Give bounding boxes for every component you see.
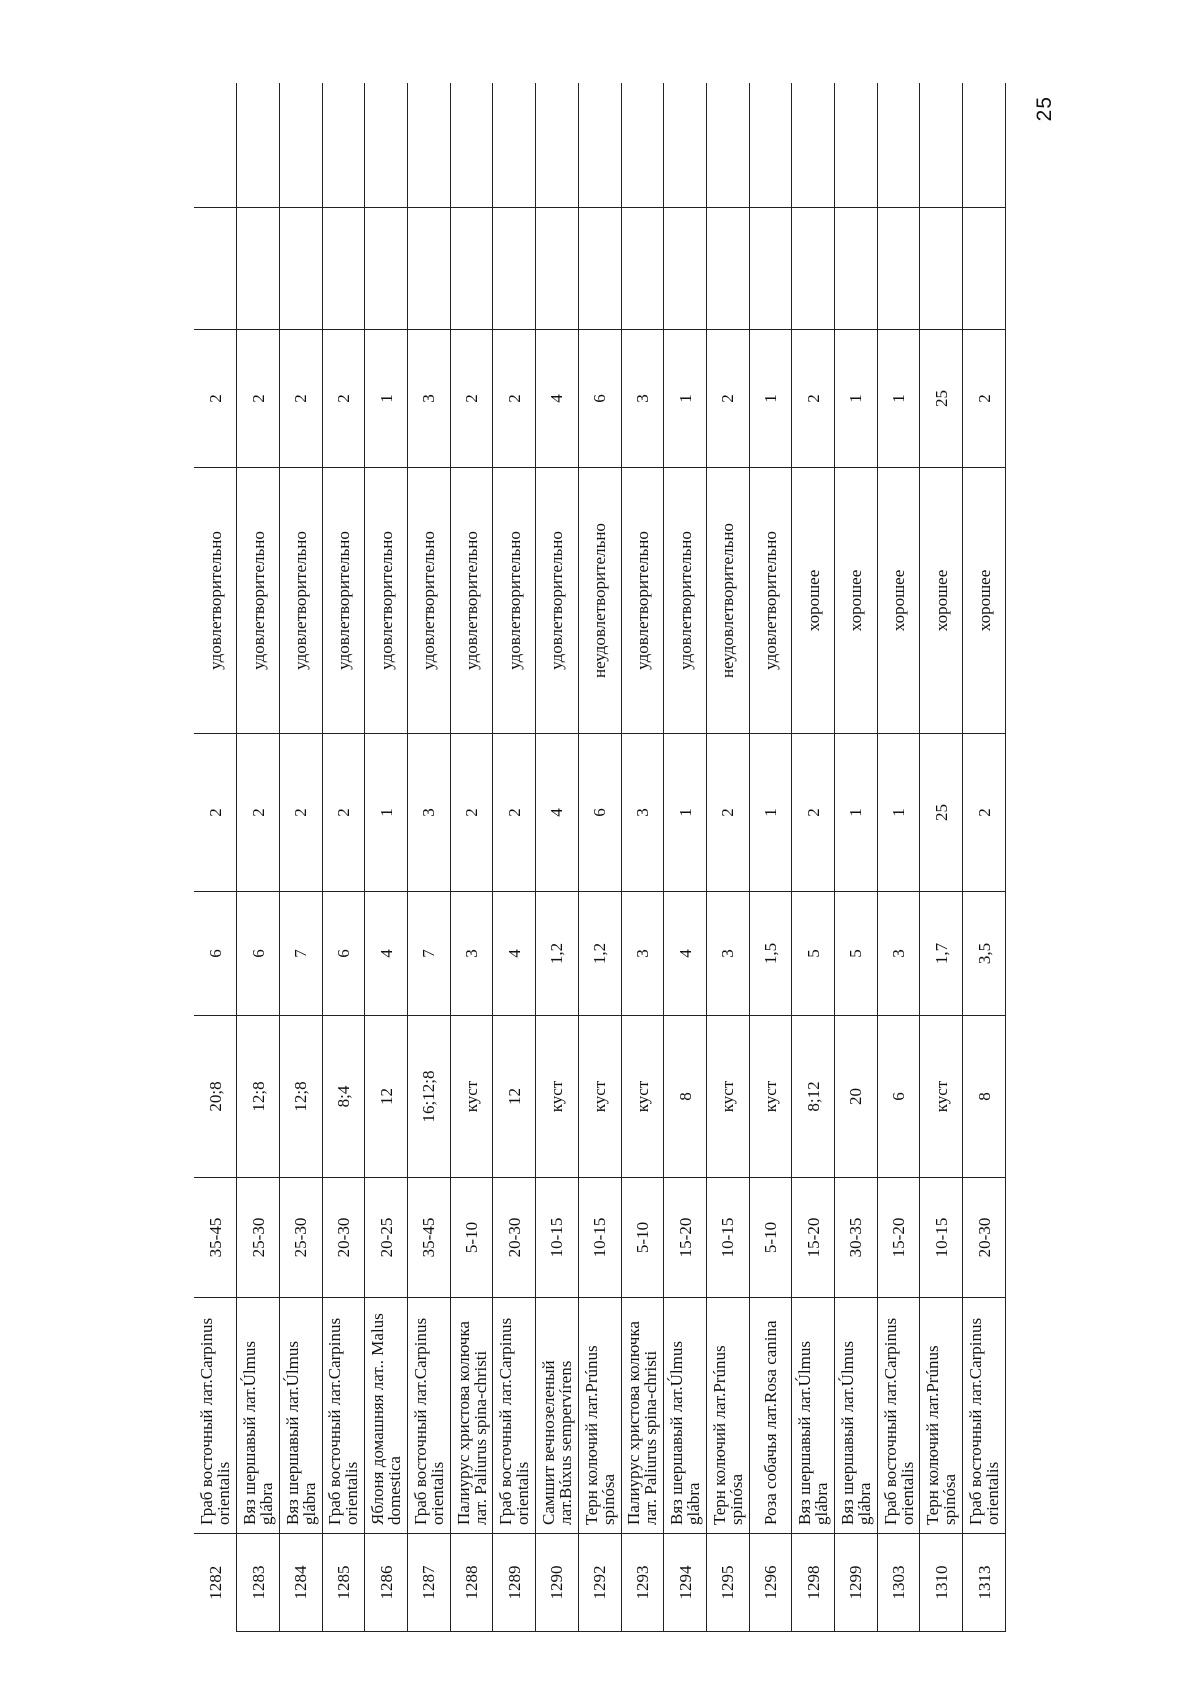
height-cell: 4 xyxy=(664,892,707,1016)
quantity-cell: 2 xyxy=(237,734,280,892)
table-row xyxy=(408,84,451,1632)
age-cell: 30-35 xyxy=(835,1178,878,1298)
count-cell: 2 xyxy=(237,330,280,468)
row-number-cell: 1288 xyxy=(450,1534,493,1632)
species-name-cell: Роза собачья лат.Rosa canina xyxy=(749,1298,792,1534)
row-number-cell: 1286 xyxy=(365,1534,408,1632)
species-name-cell: Яблоня домашняя лат.. Malus domestica xyxy=(365,1298,408,1534)
species-name-cell: Терн колючий лат.Prúnus spinósa xyxy=(706,1298,749,1534)
quantity-cell: 1 xyxy=(365,734,408,892)
empty-cell xyxy=(920,84,963,208)
count-cell: 2 xyxy=(493,330,536,468)
trunk-diameter-cell: куст xyxy=(621,1016,664,1178)
age-cell: 25-30 xyxy=(237,1178,280,1298)
table-row xyxy=(963,84,1006,1632)
empty-cell xyxy=(835,208,878,330)
row-number-cell: 1294 xyxy=(664,1534,707,1632)
empty-cell xyxy=(877,208,920,330)
row-number-cell: 1285 xyxy=(322,1534,365,1632)
row-number-cell: 1296 xyxy=(749,1534,792,1632)
quantity-cell: 4 xyxy=(536,734,579,892)
height-cell: 1,5 xyxy=(749,892,792,1016)
table-body xyxy=(194,84,1006,1632)
row-number-cell: 1295 xyxy=(706,1534,749,1632)
count-cell: 2 xyxy=(706,330,749,468)
height-cell: 6 xyxy=(194,892,237,1016)
empty-cell xyxy=(706,84,749,208)
quantity-cell: 2 xyxy=(792,734,835,892)
table-row xyxy=(706,84,749,1632)
row-number-cell: 1310 xyxy=(920,1534,963,1632)
empty-cell xyxy=(322,208,365,330)
species-name-cell: Граб восточный лат.Carpinus orientalis xyxy=(963,1298,1006,1534)
species-name-cell: Самшит вечнозеленый лат.Búxus sempervírens xyxy=(536,1298,579,1534)
trunk-diameter-cell: 20;8 xyxy=(194,1016,237,1178)
count-cell: 3 xyxy=(621,330,664,468)
empty-cell xyxy=(194,84,237,208)
count-cell: 3 xyxy=(408,330,451,468)
height-cell: 1,7 xyxy=(920,892,963,1016)
height-cell: 3 xyxy=(621,892,664,1016)
empty-cell xyxy=(749,208,792,330)
species-name-cell: Палиурус христова колючка лат. Paliurus spina-christi xyxy=(450,1298,493,1534)
age-cell: 10-15 xyxy=(706,1178,749,1298)
trunk-diameter-cell: 8;4 xyxy=(322,1016,365,1178)
height-cell: 7 xyxy=(279,892,322,1016)
table-row xyxy=(920,84,963,1632)
empty-cell xyxy=(450,84,493,208)
empty-cell xyxy=(877,84,920,208)
quantity-cell: 1 xyxy=(877,734,920,892)
empty-cell xyxy=(963,208,1006,330)
height-cell: 3,5 xyxy=(963,892,1006,1016)
age-cell: 10-15 xyxy=(536,1178,579,1298)
species-name-cell: Граб восточный лат.Carpinus orientalis xyxy=(877,1298,920,1534)
trunk-diameter-cell: куст xyxy=(578,1016,621,1178)
trunk-diameter-cell: 12 xyxy=(493,1016,536,1178)
empty-cell xyxy=(835,84,878,208)
table-row xyxy=(450,84,493,1632)
condition-cell: удовлетворительно xyxy=(365,468,408,734)
empty-cell xyxy=(493,84,536,208)
age-cell: 5-10 xyxy=(749,1178,792,1298)
height-cell: 1,2 xyxy=(536,892,579,1016)
species-name-cell: Вяз шершавый лат.Úlmus glábra xyxy=(279,1298,322,1534)
height-cell: 6 xyxy=(322,892,365,1016)
count-cell: 1 xyxy=(877,330,920,468)
table-row xyxy=(835,84,878,1632)
count-cell: 2 xyxy=(450,330,493,468)
condition-cell: хорошее xyxy=(792,468,835,734)
age-cell: 15-20 xyxy=(792,1178,835,1298)
table-row xyxy=(664,84,707,1632)
empty-cell xyxy=(279,208,322,330)
age-cell: 35-45 xyxy=(408,1178,451,1298)
quantity-cell: 1 xyxy=(664,734,707,892)
age-cell: 10-15 xyxy=(920,1178,963,1298)
count-cell: 2 xyxy=(322,330,365,468)
age-cell: 5-10 xyxy=(450,1178,493,1298)
trunk-diameter-cell: куст xyxy=(706,1016,749,1178)
age-cell: 20-30 xyxy=(963,1178,1006,1298)
condition-cell: удовлетворительно xyxy=(493,468,536,734)
empty-cell xyxy=(706,208,749,330)
trunk-diameter-cell: 8;12 xyxy=(792,1016,835,1178)
height-cell: 1,2 xyxy=(578,892,621,1016)
row-number-cell: 1289 xyxy=(493,1534,536,1632)
table-row xyxy=(194,84,237,1632)
table-row xyxy=(621,84,664,1632)
condition-cell: удовлетворительно xyxy=(322,468,365,734)
species-name-cell: Вяз шершавый лат.Úlmus glábra xyxy=(237,1298,280,1534)
count-cell: 2 xyxy=(279,330,322,468)
table-row xyxy=(792,84,835,1632)
species-name-cell: Вяз шершавый лат.Úlmus glábra xyxy=(664,1298,707,1534)
empty-cell xyxy=(536,208,579,330)
row-number-cell: 1298 xyxy=(792,1534,835,1632)
row-number-cell: 1313 xyxy=(963,1534,1006,1632)
quantity-cell: 1 xyxy=(835,734,878,892)
empty-cell xyxy=(536,84,579,208)
row-number-cell: 1282 xyxy=(194,1534,237,1632)
empty-cell xyxy=(963,84,1006,208)
quantity-cell: 3 xyxy=(408,734,451,892)
quantity-cell: 25 xyxy=(920,734,963,892)
species-name-cell: Вяз шершавый лат.Úlmus glábra xyxy=(835,1298,878,1534)
species-name-cell: Терн колючий лат.Prúnus spinósa xyxy=(578,1298,621,1534)
height-cell: 7 xyxy=(408,892,451,1016)
table-row xyxy=(493,84,536,1632)
species-name-cell: Граб восточный лат.Carpinus orientalis xyxy=(408,1298,451,1534)
empty-cell xyxy=(621,84,664,208)
trunk-diameter-cell: 12;8 xyxy=(279,1016,322,1178)
empty-cell xyxy=(408,84,451,208)
table-row xyxy=(322,84,365,1632)
trunk-diameter-cell: 16;12;8 xyxy=(408,1016,451,1178)
count-cell: 1 xyxy=(835,330,878,468)
condition-cell: хорошее xyxy=(835,468,878,734)
count-cell: 25 xyxy=(920,330,963,468)
row-number-cell: 1293 xyxy=(621,1534,664,1632)
table-row xyxy=(536,84,579,1632)
table-row xyxy=(578,84,621,1632)
age-cell: 25-30 xyxy=(279,1178,322,1298)
trunk-diameter-cell: 20 xyxy=(835,1016,878,1178)
empty-cell xyxy=(237,84,280,208)
empty-cell xyxy=(365,84,408,208)
condition-cell: хорошее xyxy=(920,468,963,734)
empty-cell xyxy=(408,208,451,330)
height-cell: 6 xyxy=(237,892,280,1016)
species-name-cell: Граб восточный лат.Carpinus orientalis xyxy=(322,1298,365,1534)
row-number-cell: 1284 xyxy=(279,1534,322,1632)
empty-cell xyxy=(920,208,963,330)
count-cell: 4 xyxy=(536,330,579,468)
row-number-cell: 1290 xyxy=(536,1534,579,1632)
height-cell: 3 xyxy=(450,892,493,1016)
count-cell: 2 xyxy=(194,330,237,468)
condition-cell: удовлетворительно xyxy=(749,468,792,734)
height-cell: 5 xyxy=(835,892,878,1016)
quantity-cell: 1 xyxy=(749,734,792,892)
quantity-cell: 2 xyxy=(279,734,322,892)
age-cell: 10-15 xyxy=(578,1178,621,1298)
table-row xyxy=(877,84,920,1632)
condition-cell: удовлетворительно xyxy=(237,468,280,734)
trunk-diameter-cell: 6 xyxy=(877,1016,920,1178)
condition-cell: неудовлетворительно xyxy=(578,468,621,734)
trunk-diameter-cell: 12;8 xyxy=(237,1016,280,1178)
empty-cell xyxy=(664,208,707,330)
trunk-diameter-cell: 12 xyxy=(365,1016,408,1178)
empty-cell xyxy=(279,84,322,208)
quantity-cell: 2 xyxy=(450,734,493,892)
quantity-cell: 2 xyxy=(963,734,1006,892)
species-name-cell: Вяз шершавый лат.Úlmus glábra xyxy=(792,1298,835,1534)
tree-inventory-table xyxy=(194,84,1006,1633)
condition-cell: хорошее xyxy=(877,468,920,734)
condition-cell: удовлетворительно xyxy=(450,468,493,734)
quantity-cell: 3 xyxy=(621,734,664,892)
empty-cell xyxy=(749,84,792,208)
quantity-cell: 6 xyxy=(578,734,621,892)
species-name-cell: Граб восточный лат.Carpinus orientalis xyxy=(493,1298,536,1534)
row-number-cell: 1292 xyxy=(578,1534,621,1632)
height-cell: 4 xyxy=(493,892,536,1016)
count-cell: 1 xyxy=(365,330,408,468)
height-cell: 5 xyxy=(792,892,835,1016)
table-row xyxy=(279,84,322,1632)
count-cell: 1 xyxy=(749,330,792,468)
condition-cell: неудовлетворительно xyxy=(706,468,749,734)
trunk-diameter-cell: куст xyxy=(749,1016,792,1178)
condition-cell: удовлетворительно xyxy=(621,468,664,734)
empty-cell xyxy=(194,208,237,330)
empty-cell xyxy=(322,84,365,208)
species-name-cell: Граб восточный лат.Carpinus orientalis xyxy=(194,1298,237,1534)
empty-cell xyxy=(792,208,835,330)
count-cell: 2 xyxy=(792,330,835,468)
empty-cell xyxy=(578,208,621,330)
empty-cell xyxy=(237,208,280,330)
condition-cell: удовлетворительно xyxy=(536,468,579,734)
age-cell: 15-20 xyxy=(877,1178,920,1298)
condition-cell: удовлетворительно xyxy=(279,468,322,734)
table-row xyxy=(749,84,792,1632)
quantity-cell: 2 xyxy=(194,734,237,892)
row-number-cell: 1299 xyxy=(835,1534,878,1632)
empty-cell xyxy=(664,84,707,208)
empty-cell xyxy=(493,208,536,330)
row-number-cell: 1287 xyxy=(408,1534,451,1632)
empty-cell xyxy=(792,84,835,208)
height-cell: 3 xyxy=(877,892,920,1016)
count-cell: 1 xyxy=(664,330,707,468)
empty-cell xyxy=(365,208,408,330)
row-number-cell: 1283 xyxy=(237,1534,280,1632)
species-name-cell: Палиурус христова колючка лат. Paliurus spina-christi xyxy=(621,1298,664,1534)
condition-cell: удовлетворительно xyxy=(408,468,451,734)
condition-cell: хорошее xyxy=(963,468,1006,734)
table-row xyxy=(237,84,280,1632)
condition-cell: удовлетворительно xyxy=(664,468,707,734)
age-cell: 5-10 xyxy=(621,1178,664,1298)
quantity-cell: 2 xyxy=(706,734,749,892)
empty-cell xyxy=(578,84,621,208)
trunk-diameter-cell: 8 xyxy=(664,1016,707,1178)
trunk-diameter-cell: куст xyxy=(536,1016,579,1178)
trunk-diameter-cell: 8 xyxy=(963,1016,1006,1178)
age-cell: 20-30 xyxy=(322,1178,365,1298)
count-cell: 6 xyxy=(578,330,621,468)
condition-cell: удовлетворительно xyxy=(194,468,237,734)
count-cell: 2 xyxy=(963,330,1006,468)
species-name-cell: Терн колючий лат.Prúnus spinósa xyxy=(920,1298,963,1534)
age-cell: 15-20 xyxy=(664,1178,707,1298)
trunk-diameter-cell: куст xyxy=(920,1016,963,1178)
age-cell: 35-45 xyxy=(194,1178,237,1298)
empty-cell xyxy=(621,208,664,330)
table-row xyxy=(365,84,408,1632)
height-cell: 4 xyxy=(365,892,408,1016)
height-cell: 3 xyxy=(706,892,749,1016)
quantity-cell: 2 xyxy=(322,734,365,892)
empty-cell xyxy=(450,208,493,330)
row-number-cell: 1303 xyxy=(877,1534,920,1632)
trunk-diameter-cell: куст xyxy=(450,1016,493,1178)
age-cell: 20-25 xyxy=(365,1178,408,1298)
age-cell: 20-30 xyxy=(493,1178,536,1298)
page-number: 25 xyxy=(1033,96,1056,122)
quantity-cell: 2 xyxy=(493,734,536,892)
